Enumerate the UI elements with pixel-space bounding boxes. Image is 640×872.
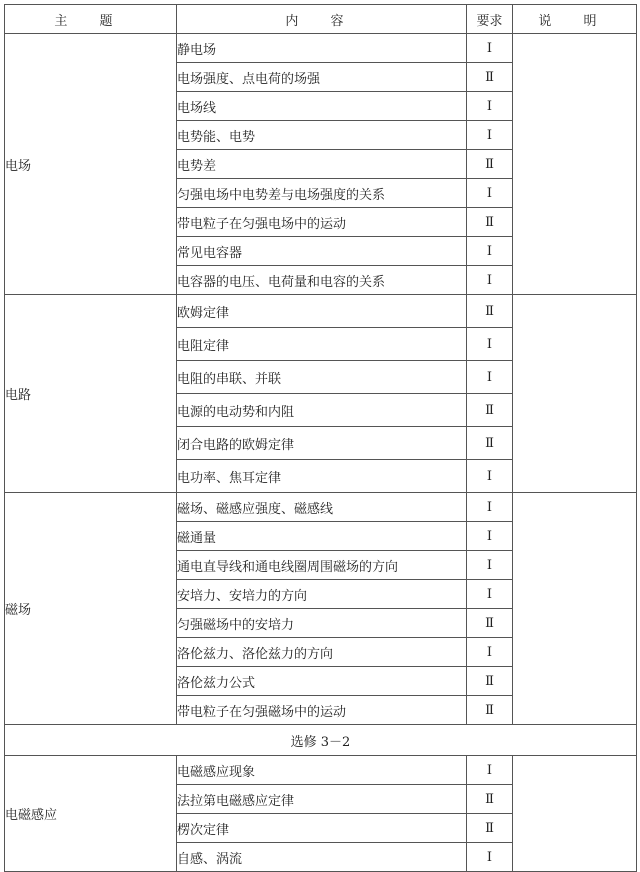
- requirement-cell: Ⅰ: [467, 638, 513, 667]
- requirement-cell: Ⅱ: [467, 295, 513, 328]
- requirement-cell: Ⅱ: [467, 785, 513, 814]
- requirement-cell: Ⅱ: [467, 609, 513, 638]
- requirement-cell: Ⅱ: [467, 63, 513, 92]
- topic-cell: 电磁感应: [5, 756, 177, 872]
- table-row: [5, 34, 637, 63]
- content-cell: 电源的电动势和内阻: [177, 394, 467, 427]
- topic-cell: 电场: [5, 34, 177, 295]
- requirement-cell: Ⅱ: [467, 150, 513, 179]
- content-cell: 匀强磁场中的安培力: [177, 609, 467, 638]
- topic-cell: 电路: [5, 295, 177, 493]
- requirement-cell: Ⅰ: [467, 756, 513, 785]
- content-cell: 洛伦兹力公式: [177, 667, 467, 696]
- section-row: [5, 725, 637, 756]
- note-cell: [513, 493, 637, 725]
- content-cell: 静电场: [177, 34, 467, 63]
- syllabus-table: [4, 4, 637, 872]
- content-cell: 洛伦兹力、洛伦兹力的方向: [177, 638, 467, 667]
- requirement-cell: Ⅰ: [467, 121, 513, 150]
- table-row: [5, 756, 637, 785]
- requirement-cell: Ⅰ: [467, 522, 513, 551]
- requirement-cell: Ⅰ: [467, 266, 513, 295]
- requirement-cell: Ⅰ: [467, 460, 513, 493]
- note-cell: [513, 756, 637, 872]
- requirement-cell: Ⅰ: [467, 551, 513, 580]
- note-cell: [513, 34, 637, 295]
- content-cell: 闭合电路的欧姆定律: [177, 427, 467, 460]
- content-cell: 安培力、安培力的方向: [177, 580, 467, 609]
- requirement-cell: Ⅱ: [467, 696, 513, 725]
- requirement-cell: Ⅰ: [467, 179, 513, 208]
- header-row: [5, 5, 637, 34]
- requirement-cell: Ⅰ: [467, 237, 513, 266]
- content-cell: 磁通量: [177, 522, 467, 551]
- section-title: 选修 3－2: [5, 725, 637, 756]
- content-cell: 电阻定律: [177, 328, 467, 361]
- requirement-cell: Ⅰ: [467, 34, 513, 63]
- content-cell: 电阻的串联、并联: [177, 361, 467, 394]
- content-cell: 磁场、磁感应强度、磁感线: [177, 493, 467, 522]
- content-cell: 电容器的电压、电荷量和电容的关系: [177, 266, 467, 295]
- requirement-cell: Ⅰ: [467, 361, 513, 394]
- requirement-cell: Ⅰ: [467, 843, 513, 872]
- requirement-cell: Ⅱ: [467, 814, 513, 843]
- content-cell: 欧姆定律: [177, 295, 467, 328]
- content-cell: 电场线: [177, 92, 467, 121]
- requirement-cell: Ⅰ: [467, 493, 513, 522]
- content-cell: 自感、涡流: [177, 843, 467, 872]
- note-cell: [513, 295, 637, 493]
- requirement-cell: Ⅰ: [467, 92, 513, 121]
- requirement-cell: Ⅱ: [467, 667, 513, 696]
- content-cell: 电场强度、点电荷的场强: [177, 63, 467, 92]
- header-note: 说 明: [513, 5, 637, 34]
- content-cell: 带电粒子在匀强电场中的运动: [177, 208, 467, 237]
- content-cell: 常见电容器: [177, 237, 467, 266]
- topic-cell: 磁场: [5, 493, 177, 725]
- content-cell: 电功率、焦耳定律: [177, 460, 467, 493]
- content-cell: 电势差: [177, 150, 467, 179]
- requirement-cell: Ⅱ: [467, 208, 513, 237]
- requirement-cell: Ⅰ: [467, 328, 513, 361]
- header-content: 内 容: [177, 5, 467, 34]
- header-topic: 主 题: [5, 5, 177, 34]
- content-cell: 电磁感应现象: [177, 756, 467, 785]
- content-cell: 匀强电场中电势差与电场强度的关系: [177, 179, 467, 208]
- table-row: [5, 295, 637, 328]
- requirement-cell: Ⅱ: [467, 394, 513, 427]
- header-requirement: 要求: [467, 5, 513, 34]
- content-cell: 电势能、电势: [177, 121, 467, 150]
- requirement-cell: Ⅱ: [467, 427, 513, 460]
- content-cell: 法拉第电磁感应定律: [177, 785, 467, 814]
- content-cell: 带电粒子在匀强磁场中的运动: [177, 696, 467, 725]
- content-cell: 楞次定律: [177, 814, 467, 843]
- content-cell: 通电直导线和通电线圈周围磁场的方向: [177, 551, 467, 580]
- table-row: [5, 493, 637, 522]
- table-body: [5, 34, 637, 872]
- requirement-cell: Ⅰ: [467, 580, 513, 609]
